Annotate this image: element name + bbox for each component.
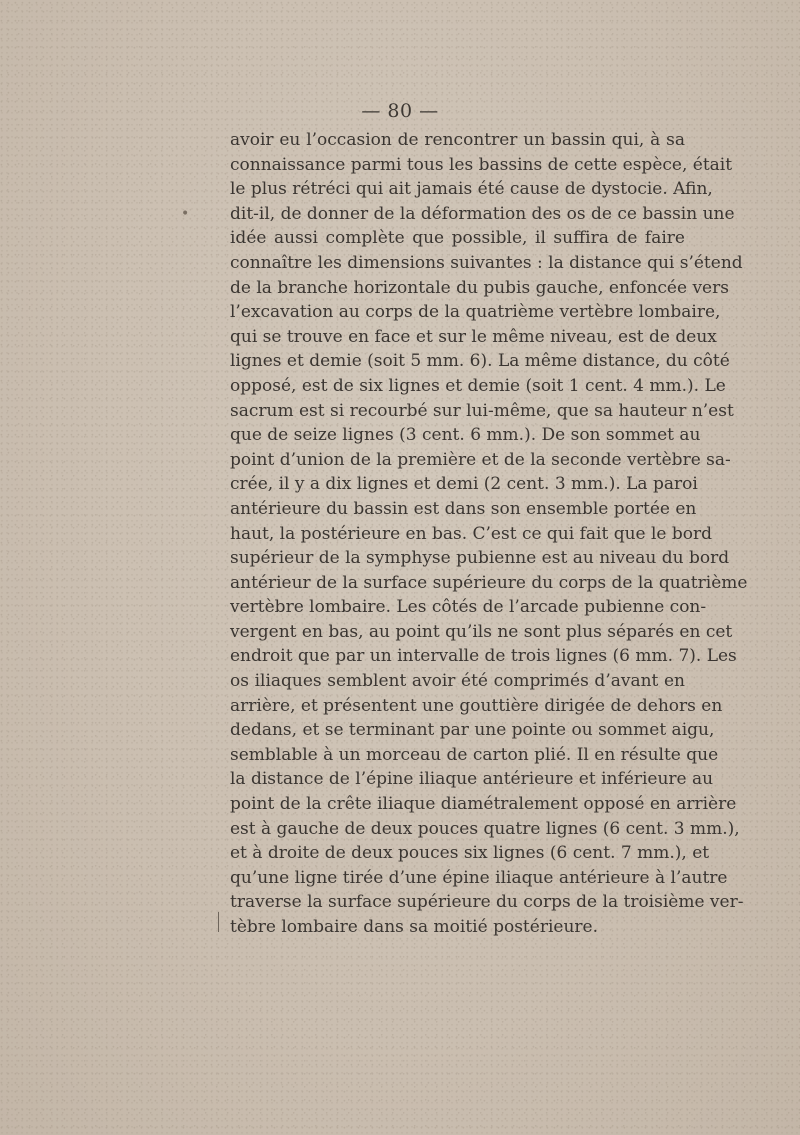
text-line: l’excavation au corps de la quatrième vertèbre lombaire,: [230, 302, 721, 323]
text-line: que de seize lignes (3 cent. 6 mm.). De son sommet au: [230, 425, 701, 446]
text-line: est à gauche de deux pouces quatre lignes (6 cent. 3 mm.),: [230, 818, 740, 839]
stray-pencil-mark: [218, 912, 219, 932]
text-line: arrière, et présentent une gouttière dirigée de dehors en: [230, 695, 723, 716]
page-number: — 80 —: [361, 100, 439, 122]
text-line: connaître les dimensions suivantes : la distance qui s’étend: [230, 252, 743, 273]
text-line: vertèbre lombaire. Les côtés de l’arcade pubienne con-: [230, 597, 707, 618]
text-line: lignes et demie (soit 5 mm. 6). La même distance, du côté: [230, 351, 730, 372]
text-line: endroit que par un intervalle de trois lignes (6 mm. 7). Les: [230, 646, 737, 667]
text-line: qu’une ligne tirée d’une épine iliaque antérieure à l’autre: [230, 867, 728, 888]
text-line: opposé, est de six lignes et demie (soit 1 cent. 4 mm.). Le: [230, 375, 726, 396]
text-line: dit-il, de donner de la déformation des os de ce bassin une: [230, 203, 735, 224]
margin-mark: •: [181, 206, 190, 222]
body-text: [230, 128, 748, 940]
text-line: haut, la postérieure en bas. C’est ce qui fait que le bord: [230, 523, 713, 544]
text-line: crée, il y a dix lignes et demi (2 cent. 3 mm.). La paroi: [230, 474, 698, 495]
text-line: antérieur de la surface supérieure du corps de la quatrième: [230, 572, 748, 593]
text-line: vergent en bas, au point qu’ils ne sont plus séparés en cet: [230, 621, 733, 642]
text-line: semblable à un morceau de carton plié. Il en résulte que: [230, 744, 719, 765]
text-line: qui se trouve en face et sur le même niveau, est de deux: [230, 326, 717, 347]
text-line: point d’union de la première et de la seconde vertèbre sa-: [230, 449, 731, 470]
text-line: connaissance parmi tous les bassins de cette espèce, était: [230, 154, 733, 175]
text-line: supérieur de la symphyse pubienne est au niveau du bord: [230, 548, 730, 569]
text-line: et à droite de deux pouces six lignes (6 cent. 7 mm.), et: [230, 843, 710, 864]
text-line: antérieure du bassin est dans son ensemble portée en: [230, 498, 697, 519]
text-line: de la branche horizontale du pubis gauche, enfoncée vers: [230, 277, 729, 298]
text-line: dedans, et se terminant par une pointe ou sommet aigu,: [230, 720, 715, 741]
text-line: sacrum est si recourbé sur lui-même, que sa hauteur n’est: [230, 400, 734, 421]
text-line: tèbre lombaire dans sa moitié postérieure.: [230, 917, 598, 937]
text-line: avoir eu l’occasion de rencontrer un bassin qui, à sa: [230, 130, 685, 150]
text-line: idée aussi complète que possible, il suffira de faire: [230, 228, 685, 249]
text-line: le plus rétréci qui ait jamais été cause de dystocie. Afin,: [230, 179, 713, 200]
text-line: traverse la surface supérieure du corps de la troisième ver-: [230, 892, 744, 913]
text-line: point de la crête iliaque diamétralement opposé en arrière: [230, 794, 737, 815]
text-line: la distance de l’épine iliaque antérieure et inférieure au: [230, 769, 714, 790]
text-line: os iliaques semblent avoir été comprimés d’avant en: [230, 671, 685, 692]
